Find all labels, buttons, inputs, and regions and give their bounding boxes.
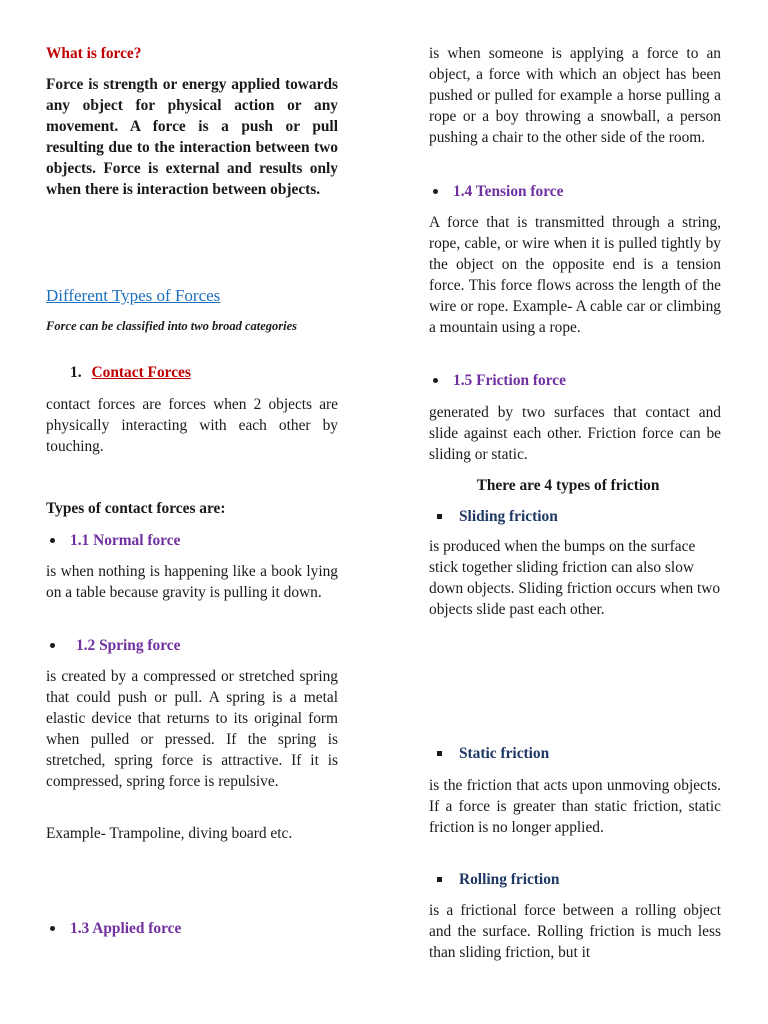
bullet-square-icon [437,877,442,882]
bullet-dot-icon [50,643,55,648]
what-is-force-heading: What is force? [46,45,142,62]
rolling-friction-desc: is a frictional force between a rolling object and the surface. Rolling friction is much less than sliding friction, but it [429,902,721,961]
applied-force-desc: is when someone is applying a force to an object, a force with which an object has been pushed or pulled for example a horse pulling a rope or a boy throwing a snowball, a person pushing a chair to the other side of the room. [429,45,721,146]
friction-types-heading: There are 4 types of friction [476,477,660,494]
force-definition: Force is strength or energy applied towards any object for physical action or any movement. A force is a push or pull resulting due to the interaction between two objects. Force is external and results only when there is interaction between objects. [46,76,338,198]
normal-force-desc: is when nothing is happening like a book lying on a table because gravity is pulling it down. [46,563,338,601]
types-intro: Types of contact forces are: [46,500,226,517]
friction-force-desc: generated by two surfaces that contact and slide against each other. Friction force can be sliding or static. [429,404,721,463]
bullet-square-icon [437,514,442,519]
tension-force-desc: A force that is transmitted through a string, rope, cable, or wire when it is pulled tightly by the object on the opposite end is a tension force. This force flows across the length of the wire or rope. Example- A cable car or climbing a mountain using a rope. [429,214,721,336]
contact-forces-item [46,364,338,382]
bullet-dot-icon [50,538,55,543]
normal-force-item [46,530,338,551]
classification-intro: Force can be classified into two broad categories [46,319,298,333]
sliding-friction-title: Sliding friction [459,508,558,525]
types-of-forces-heading: Different Types of Forces [46,286,221,305]
applied-force-title: 1.3 Applied force [70,920,182,937]
static-friction-desc: is the friction that acts upon unmoving objects. If a force is greater than static friction, static friction is no longer applied. [429,777,721,836]
tension-force-item [429,181,721,202]
friction-force-item [429,370,721,391]
spring-force-title: 1.2 Spring force [76,637,181,654]
sliding-friction-item [429,506,721,527]
normal-force-title: 1.1 Normal force [70,532,181,549]
contact-forces-title: Contact Forces [91,364,191,381]
static-friction-item [429,743,721,764]
friction-force-title: 1.5 Friction force [453,372,566,389]
sliding-friction-desc: is produced when the bumps on the surface stick together sliding friction can also slow down objects. Sliding friction occurs when two objects slide past each other. [429,538,721,618]
list-number: 1. [70,364,82,381]
spring-force-desc: is created by a compressed or stretched spring that could push or pull. A spring is a metal elastic device that returns to its original form when pulled or pressed. If the spring is stretched, spring force is attractive. If it is compressed, spring force is repulsive. [46,668,338,790]
rolling-friction-title: Rolling friction [459,871,560,888]
bullet-dot-icon [433,378,438,383]
tension-force-title: 1.4 Tension force [453,183,564,200]
bullet-square-icon [437,751,442,756]
contact-forces-desc: contact forces are forces when 2 objects are physically interacting with each other by touching. [46,396,338,455]
static-friction-title: Static friction [459,745,550,762]
bullet-dot-icon [433,189,438,194]
applied-force-item [46,918,338,939]
rolling-friction-item [429,869,721,890]
spring-force-item [46,635,338,656]
spring-force-example: Example- Trampoline, diving board etc. [46,825,293,842]
bullet-dot-icon [50,926,55,931]
